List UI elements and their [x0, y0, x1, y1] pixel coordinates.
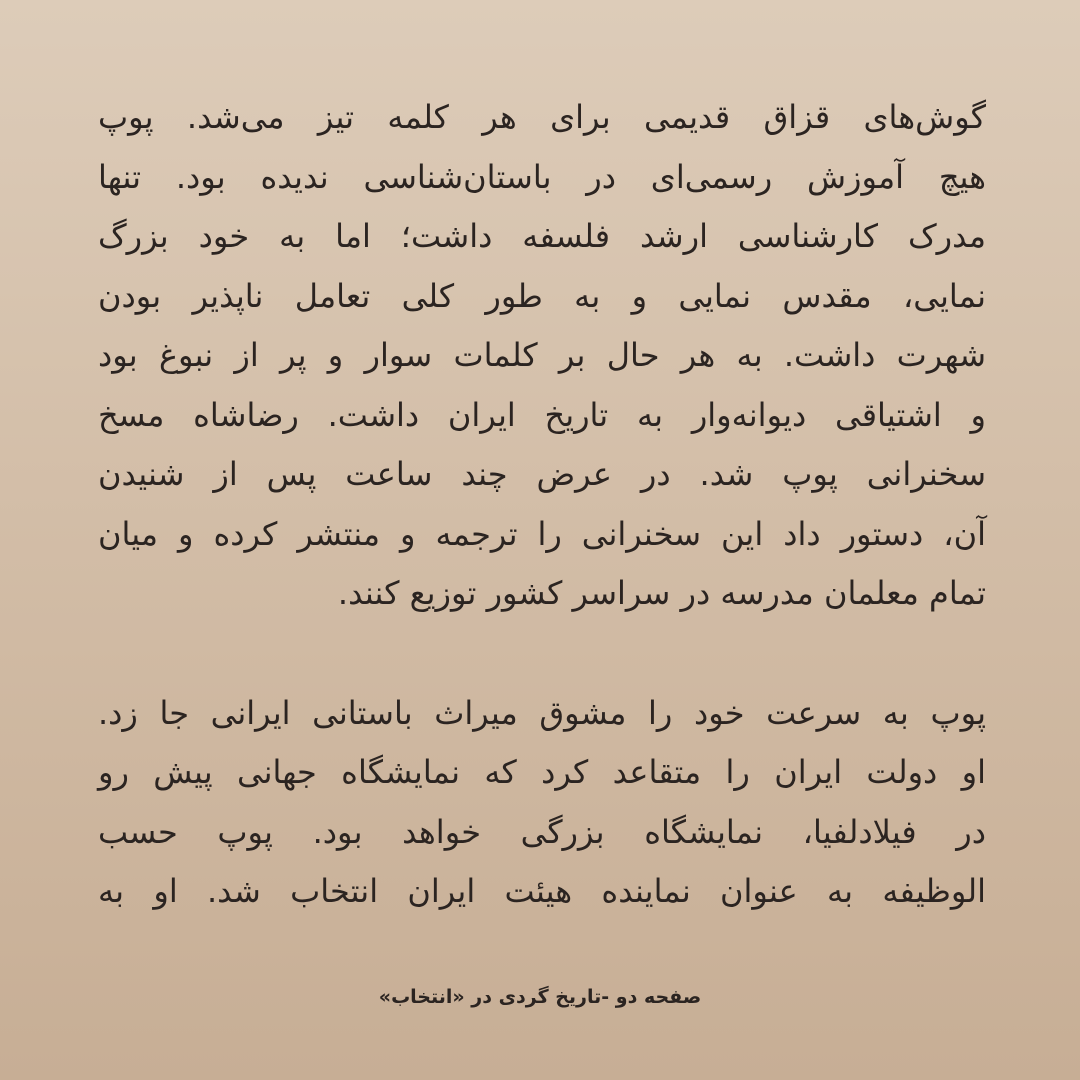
- text-line: مدرک کارشناسی ارشد فلسفه داشت؛ اما به خود بزرگ: [98, 217, 986, 255]
- text-line: شهرت داشت. به هر حال بر کلمات سوار و پر از نبوغ بود: [98, 336, 986, 374]
- page-footer: صفحه دو -تاریخ گردی در «انتخاب»: [378, 986, 702, 1008]
- text-line: او دولت ایران را متقاعد کرد که نمایشگاه جهانی پیش رو: [98, 753, 986, 791]
- text-line: پوپ به سرعت خود را مشوق میراث باستانی ایرانی جا زد.: [98, 693, 986, 732]
- text-line: آن، دستور داد این سخنرانی را ترجمه و منتشر کرده و میان: [98, 514, 986, 553]
- text-line: سخنرانی پوپ شد. در عرض چند ساعت پس از شنیدن: [98, 455, 986, 493]
- article-body: [98, 88, 986, 922]
- paragraph-2: [98, 684, 986, 922]
- text-line: در فیلادلفیا، نمایشگاه بزرگی خواهد بود. پوپ حسب: [98, 812, 986, 851]
- paragraph-1: [98, 88, 986, 624]
- text-line: و اشتیاقی دیوانه‌وار به تاریخ ایران داشت. رضاشاه مسخ: [98, 395, 986, 434]
- text-line: نمایی، مقدس نمایی و به طور کلی تعامل ناپذیر بودن: [98, 276, 986, 315]
- text-line: الوظیفه به عنوان نماینده هیئت ایران انتخاب شد. او به: [98, 872, 986, 910]
- text-line: گوش‌های قزاق قدیمی برای هر کلمه تیز می‌شد. پوپ: [98, 98, 986, 136]
- text-line: تمام معلمان مدرسه در سراسر کشور توزیع کنند.: [337, 574, 986, 612]
- text-line: هیچ آموزش رسمی‌ای در باستان‌شناسی ندیده بود. تنها: [98, 157, 986, 196]
